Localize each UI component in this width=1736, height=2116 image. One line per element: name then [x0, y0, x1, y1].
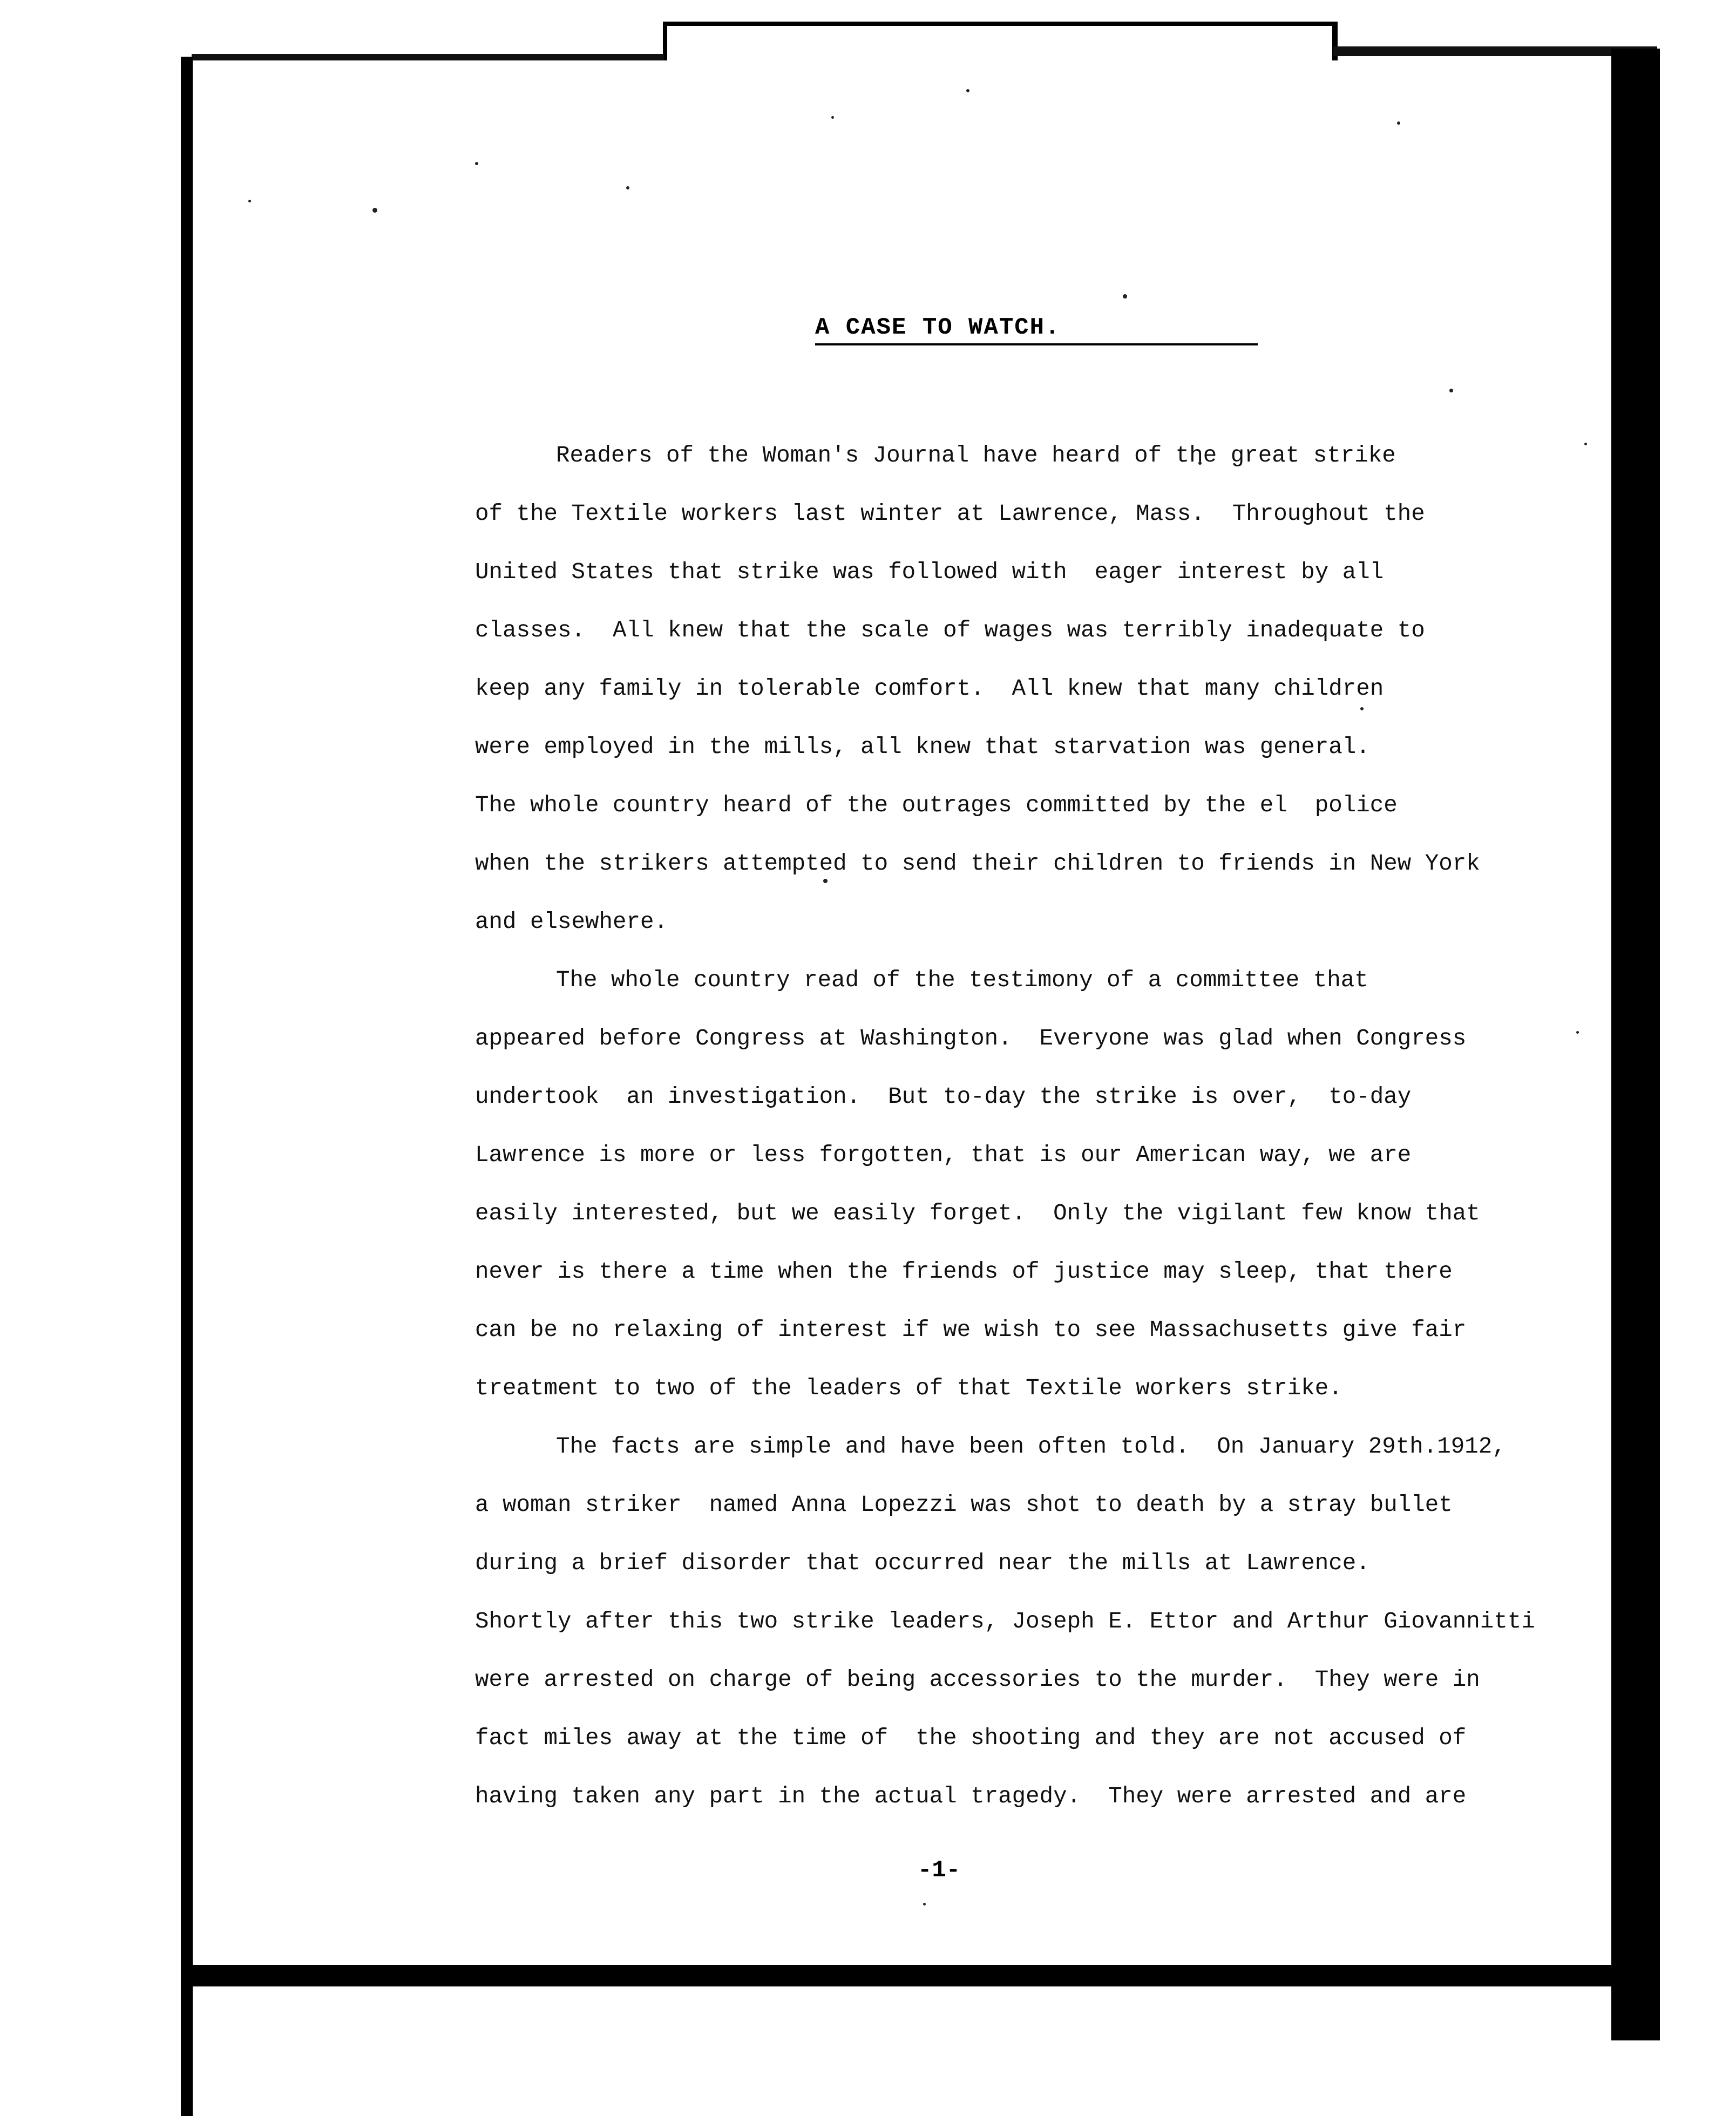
- scan-speck: [372, 208, 377, 213]
- scan-speck: [1449, 389, 1453, 392]
- text-line: having taken any part in the actual tragedy. They were arrested and are: [475, 1783, 1467, 1809]
- page-border-bottom: [192, 1965, 1660, 1986]
- text-line: never is there a time when the friends of justice may sleep, that there: [475, 1259, 1453, 1285]
- document-title: A CASE TO WATCH.: [815, 314, 1258, 345]
- text-line: The whole country heard of the outrages committed by the el police: [475, 792, 1398, 818]
- text-line: undertook an investigation. But to-day the strike is over, to-day: [475, 1084, 1412, 1110]
- scan-speck: [1123, 294, 1127, 299]
- scanner-edge: [663, 22, 1338, 26]
- page-border-left: [181, 57, 193, 2116]
- text-line: Shortly after this two strike leaders, Joseph E. Ettor and Arthur Giovannitti: [475, 1609, 1535, 1635]
- page-border-right: [1611, 49, 1660, 2040]
- text-line: can be no relaxing of interest if we wish to see Massachusetts give fair: [475, 1317, 1467, 1343]
- text-line: Readers of the Woman's Journal have heard of the great strike: [556, 443, 1396, 469]
- scan-speck: [626, 186, 629, 189]
- text-line: and elsewhere.: [475, 909, 668, 935]
- text-line: Lawrence is more or less forgotten, that is our American way, we are: [475, 1142, 1412, 1168]
- document-body: [475, 426, 1535, 1826]
- scan-speck: [248, 200, 251, 202]
- text-line: when the strikers attempted to send their children to friends in New York: [475, 851, 1480, 877]
- text-line: were arrested on charge of being accessories to the murder. They were in: [475, 1667, 1480, 1693]
- text-line: of the Textile workers last winter at Lawrence, Mass. Throughout the: [475, 501, 1425, 527]
- page-number: -1-: [918, 1857, 961, 1884]
- scan-speck: [1576, 1031, 1579, 1034]
- scan-speck: [1397, 121, 1400, 125]
- scan-speck: [475, 162, 478, 165]
- page-border-top: [1333, 46, 1657, 56]
- text-line: fact miles away at the time of the shooting and they are not accused of: [475, 1725, 1467, 1751]
- text-line: The facts are simple and have been often told. On January 29th.1912,: [556, 1434, 1506, 1460]
- scan-speck: [923, 1903, 926, 1905]
- scan-speck: [966, 89, 969, 92]
- text-line: The whole country read of the testimony of a committee that: [556, 967, 1368, 993]
- text-line: during a brief disorder that occurred near the mills at Lawrence.: [475, 1550, 1370, 1576]
- text-line: treatment to two of the leaders of that Textile workers strike.: [475, 1375, 1342, 1401]
- scan-speck: [1584, 443, 1587, 445]
- text-line: classes. All knew that the scale of wages was terribly inadequate to: [475, 618, 1425, 643]
- text-line: a woman striker named Anna Lopezzi was shot to death by a stray bullet: [475, 1492, 1453, 1518]
- text-line: keep any family in tolerable comfort. All knew that many children: [475, 676, 1384, 702]
- text-line: easily interested, but we easily forget. Only the vigilant few know that: [475, 1201, 1480, 1226]
- text-line: appeared before Congress at Washington. Everyone was glad when Congress: [475, 1026, 1467, 1052]
- scan-speck: [831, 116, 834, 119]
- text-line: United States that strike was followed with eager interest by all: [475, 559, 1384, 585]
- page-border-top: [192, 54, 664, 60]
- text-line: were employed in the mills, all knew that starvation was general.: [475, 734, 1370, 760]
